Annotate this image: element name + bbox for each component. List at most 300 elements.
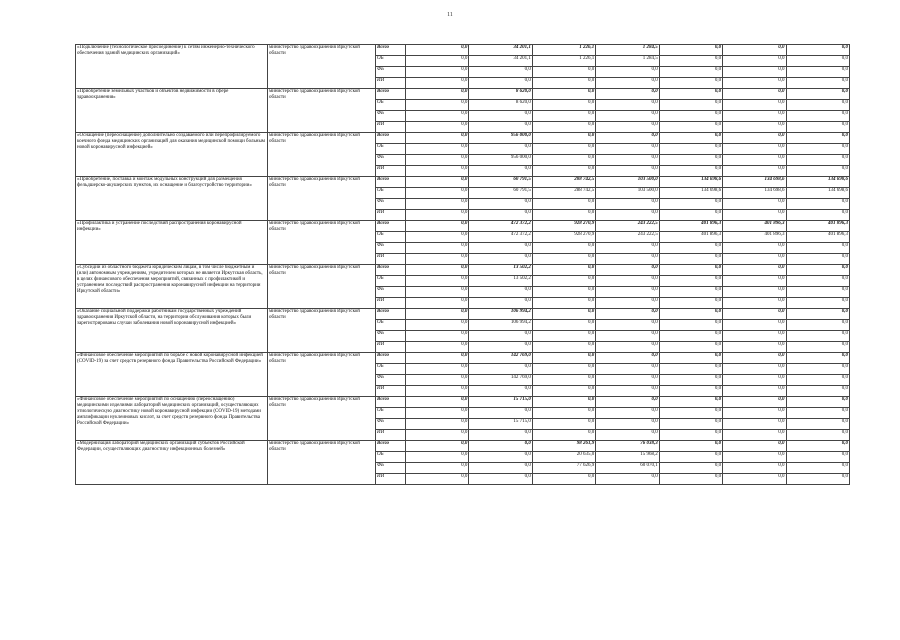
- amount-cell: 0,0: [596, 133, 659, 144]
- amount-cell: 0,0: [406, 408, 469, 419]
- amount-cell: 60 791,5: [469, 177, 532, 188]
- amount-cell: 0,0: [406, 166, 469, 177]
- amount-cell: 0,0: [469, 287, 532, 298]
- funding-source-cell: ОБ: [376, 56, 406, 67]
- table-row: [76, 221, 850, 232]
- amount-cell: 0,0: [469, 474, 532, 485]
- amount-cell: 0,0: [659, 408, 722, 419]
- amount-cell: 0,0: [659, 199, 722, 210]
- amount-cell: 0,0: [469, 254, 532, 265]
- amount-cell: 60 070,1: [596, 463, 659, 474]
- amount-cell: 0,0: [532, 298, 595, 309]
- amount-cell: 0,0: [723, 386, 786, 397]
- amount-cell: 0,0: [659, 463, 722, 474]
- amount-cell: 0,0: [723, 287, 786, 298]
- amount-cell: 15 968,2: [596, 452, 659, 463]
- amount-cell: 0,0: [532, 331, 595, 342]
- amount-cell: 0,0: [723, 56, 786, 67]
- amount-cell: 0,0: [532, 155, 595, 166]
- amount-cell: 0,0: [786, 452, 849, 463]
- measure-description: «Модернизация лабораторий медицинских организаций субъектов Российской Федерации, осуществляющих диагностику инфекционных болезней»: [76, 441, 268, 485]
- funding-source-cell: Всего: [376, 441, 406, 452]
- amount-cell: 0,0: [786, 298, 849, 309]
- amount-cell: 0,0: [406, 276, 469, 287]
- amount-cell: 0,0: [659, 452, 722, 463]
- amount-cell: 0,0: [469, 166, 532, 177]
- amount-cell: 0,0: [786, 111, 849, 122]
- amount-cell: 0,0: [406, 177, 469, 188]
- amount-cell: 0,0: [406, 56, 469, 67]
- amount-cell: 0,0: [723, 452, 786, 463]
- amount-cell: 0,0: [406, 100, 469, 111]
- amount-cell: 15 715,0: [469, 419, 532, 430]
- table-row: [76, 353, 850, 364]
- amount-cell: 0,0: [406, 265, 469, 276]
- funding-source-cell: ИИ: [376, 78, 406, 89]
- amount-cell: 0,0: [786, 89, 849, 100]
- amount-cell: 0,0: [723, 276, 786, 287]
- amount-cell: 0,0: [786, 342, 849, 353]
- amount-cell: 0,0: [786, 199, 849, 210]
- amount-cell: 0,0: [659, 111, 722, 122]
- amount-cell: 0,0: [786, 155, 849, 166]
- amount-cell: 0,0: [723, 155, 786, 166]
- amount-cell: 0,0: [723, 430, 786, 441]
- amount-cell: 0,0: [532, 419, 595, 430]
- executor-cell: министерство здравоохранения Иркутской области: [268, 177, 376, 221]
- amount-cell: 0,0: [786, 254, 849, 265]
- executor-cell: министерство здравоохранения Иркутской области: [268, 441, 376, 485]
- amount-cell: 0,0: [406, 441, 469, 452]
- amount-cell: 0,0: [406, 331, 469, 342]
- funding-source-cell: ОБ: [376, 232, 406, 243]
- amount-cell: 0,0: [723, 67, 786, 78]
- amount-cell: 0,0: [596, 408, 659, 419]
- executor-cell: министерство здравоохранения Иркутской области: [268, 133, 376, 177]
- amount-cell: 1 284,5: [596, 56, 659, 67]
- amount-cell: 0,0: [723, 309, 786, 320]
- amount-cell: 0,0: [596, 155, 659, 166]
- amount-cell: 0,0: [723, 353, 786, 364]
- amount-cell: 0,0: [532, 265, 595, 276]
- amount-cell: 0,0: [532, 397, 595, 408]
- measure-description: «Финансовое обеспечение мероприятий по борьбе с новой коронавирусной инфекцией (COVID-19) за счет средств резервного фонда Правительства Российской Федерации»: [76, 353, 268, 397]
- amount-cell: 34 201,1: [469, 45, 532, 56]
- amount-cell: 0,0: [723, 111, 786, 122]
- amount-cell: 0,0: [406, 221, 469, 232]
- amount-cell: 401 896,3: [659, 232, 722, 243]
- amount-cell: 0,0: [406, 452, 469, 463]
- amount-cell: 0,0: [723, 100, 786, 111]
- amount-cell: 0,0: [532, 375, 595, 386]
- funding-source-cell: Всего: [376, 397, 406, 408]
- amount-cell: 0,0: [406, 474, 469, 485]
- amount-cell: 0,0: [723, 45, 786, 56]
- funding-source-cell: ИИ: [376, 254, 406, 265]
- amount-cell: 401 896,3: [786, 232, 849, 243]
- amount-cell: 0,0: [659, 331, 722, 342]
- amount-cell: 0,0: [723, 243, 786, 254]
- amount-cell: 0,0: [723, 166, 786, 177]
- amount-cell: 134 698,6: [659, 188, 722, 199]
- amount-cell: 0,0: [659, 287, 722, 298]
- amount-cell: 0,0: [786, 144, 849, 155]
- executor-cell: министерство здравоохранения Иркутской области: [268, 89, 376, 133]
- amount-cell: 0,0: [659, 78, 722, 89]
- amount-cell: 0,0: [532, 133, 595, 144]
- amount-cell: 0,0: [659, 166, 722, 177]
- amount-cell: 0,0: [659, 265, 722, 276]
- amount-cell: 0,0: [532, 78, 595, 89]
- amount-cell: 0,0: [786, 309, 849, 320]
- amount-cell: 0,0: [659, 133, 722, 144]
- amount-cell: 472 372,2: [469, 232, 532, 243]
- amount-cell: 0,0: [786, 56, 849, 67]
- amount-cell: 401 896,3: [659, 221, 722, 232]
- amount-cell: 0,0: [532, 254, 595, 265]
- amount-cell: 0,0: [596, 100, 659, 111]
- amount-cell: 0,0: [532, 474, 595, 485]
- amount-cell: 0,0: [659, 353, 722, 364]
- amount-cell: 0,0: [406, 463, 469, 474]
- funding-source-cell: ФБ: [376, 463, 406, 474]
- amount-cell: 0,0: [532, 386, 595, 397]
- funding-source-cell: ИИ: [376, 298, 406, 309]
- funding-source-cell: ОБ: [376, 364, 406, 375]
- amount-cell: 0,0: [659, 320, 722, 331]
- amount-cell: 0,0: [406, 155, 469, 166]
- amount-cell: 0,0: [786, 265, 849, 276]
- funding-source-cell: ИИ: [376, 342, 406, 353]
- amount-cell: 0,0: [406, 122, 469, 133]
- amount-cell: 0,0: [469, 430, 532, 441]
- amount-cell: 0,0: [532, 100, 595, 111]
- amount-cell: 0,0: [659, 474, 722, 485]
- amount-cell: 0,0: [596, 419, 659, 430]
- amount-cell: 0,0: [659, 100, 722, 111]
- amount-cell: 0,0: [532, 243, 595, 254]
- funding-source-cell: ОБ: [376, 408, 406, 419]
- funding-source-cell: Всего: [376, 221, 406, 232]
- funding-source-cell: Всего: [376, 265, 406, 276]
- amount-cell: 0,0: [406, 210, 469, 221]
- amount-cell: 0,0: [406, 67, 469, 78]
- funding-source-cell: Всего: [376, 45, 406, 56]
- measure-description: «Оснащение (переоснащение) дополнительно создаваемого или перепрофилируемого коечного фонда медицинских организаций для оказания медицинской помощи больным новой коронавирусной инфекцией»: [76, 133, 268, 177]
- amount-cell: 0,0: [786, 364, 849, 375]
- amount-cell: 401 896,3: [723, 232, 786, 243]
- amount-cell: 0,0: [786, 210, 849, 221]
- amount-cell: 0,0: [659, 397, 722, 408]
- amount-cell: 0,0: [469, 243, 532, 254]
- amount-cell: 0,0: [786, 397, 849, 408]
- funding-source-cell: Всего: [376, 353, 406, 364]
- amount-cell: 0,0: [786, 122, 849, 133]
- amount-cell: 15 715,0: [469, 397, 532, 408]
- amount-cell: 0,0: [532, 353, 595, 364]
- amount-cell: 0,0: [723, 408, 786, 419]
- amount-cell: 1 284,5: [596, 45, 659, 56]
- funding-source-cell: ФБ: [376, 155, 406, 166]
- amount-cell: 0,0: [659, 254, 722, 265]
- amount-cell: 0,0: [469, 111, 532, 122]
- amount-cell: 0,0: [469, 463, 532, 474]
- funding-source-cell: ОБ: [376, 144, 406, 155]
- amount-cell: 0,0: [406, 188, 469, 199]
- measure-description: «Профилактика и устранение последствий распространения коронавирусной инфекции»: [76, 221, 268, 265]
- funding-source-cell: Всего: [376, 89, 406, 100]
- amount-cell: 401 896,3: [786, 221, 849, 232]
- amount-cell: 0,0: [723, 419, 786, 430]
- amount-cell: 0,0: [596, 298, 659, 309]
- amount-cell: 0,0: [786, 430, 849, 441]
- amount-cell: 0,0: [469, 441, 532, 452]
- amount-cell: 0,0: [406, 364, 469, 375]
- amount-cell: 0,0: [469, 331, 532, 342]
- amount-cell: 8 620,0: [469, 100, 532, 111]
- measure-description: «Подключение (технологическое присоединение) к сетям инженерно-технического обеспечения зданий медицинских организаций»: [76, 45, 268, 89]
- funding-source-cell: ФБ: [376, 375, 406, 386]
- amount-cell: 472 372,2: [469, 221, 532, 232]
- executor-cell: министерство здравоохранения Иркутской области: [268, 45, 376, 89]
- amount-cell: 0,0: [596, 89, 659, 100]
- amount-cell: 0,0: [659, 441, 722, 452]
- amount-cell: 956 000,0: [469, 155, 532, 166]
- funding-source-cell: Всего: [376, 177, 406, 188]
- funding-source-cell: ОБ: [376, 276, 406, 287]
- executor-cell: министерство здравоохранения Иркутской области: [268, 397, 376, 441]
- amount-cell: 0,0: [469, 452, 532, 463]
- amount-cell: 13 502,2: [469, 265, 532, 276]
- amount-cell: 0,0: [723, 133, 786, 144]
- amount-cell: 134 698,6: [659, 177, 722, 188]
- amount-cell: 0,0: [469, 199, 532, 210]
- funding-source-cell: ОБ: [376, 100, 406, 111]
- amount-cell: 0,0: [596, 144, 659, 155]
- amount-cell: 0,0: [406, 342, 469, 353]
- amount-cell: 98 261,9: [532, 441, 595, 452]
- amount-cell: 0,0: [532, 199, 595, 210]
- amount-cell: 0,0: [786, 287, 849, 298]
- table-row: [76, 441, 850, 452]
- amount-cell: 0,0: [723, 78, 786, 89]
- amount-cell: 0,0: [723, 364, 786, 375]
- amount-cell: 0,0: [406, 133, 469, 144]
- amount-cell: 0,0: [723, 397, 786, 408]
- amount-cell: 106 994,2: [469, 320, 532, 331]
- table-row: [76, 133, 850, 144]
- amount-cell: 0,0: [786, 67, 849, 78]
- amount-cell: 0,0: [786, 474, 849, 485]
- amount-cell: 0,0: [723, 474, 786, 485]
- measure-description: «Оказание социальной поддержки работникам государственных учреждений здравоохранения Иркутской области, на территории обслуживания которых были зарегистрированы случаи заболевания новой коронавирусной инфекцией»: [76, 309, 268, 353]
- amount-cell: 0,0: [406, 254, 469, 265]
- amount-cell: 928 270,9: [532, 232, 595, 243]
- amount-cell: 13 502,2: [469, 276, 532, 287]
- amount-cell: 0,0: [406, 89, 469, 100]
- amount-cell: 0,0: [532, 210, 595, 221]
- measure-description: «Финансовое обеспечение мероприятий по оснащению (переоснащению) медицинскими изделиями лабораторий медицинских организаций, осуществляющих этиологическую диагностику новой коронавирусной инфекции (COVID-19) методами амплификации нуклеиновых кислот, за счет средств резервного фонда Правительства Российской Федерации»: [76, 397, 268, 441]
- table-row: [76, 177, 850, 188]
- funding-source-cell: ИИ: [376, 430, 406, 441]
- amount-cell: 0,0: [786, 100, 849, 111]
- amount-cell: 0,0: [786, 463, 849, 474]
- amount-cell: 0,0: [596, 78, 659, 89]
- amount-cell: 0,0: [596, 386, 659, 397]
- funding-source-cell: Всего: [376, 309, 406, 320]
- amount-cell: 288 742,5: [532, 177, 595, 188]
- amount-cell: 0,0: [723, 254, 786, 265]
- amount-cell: 0,0: [469, 122, 532, 133]
- amount-cell: 0,0: [532, 166, 595, 177]
- amount-cell: 76 038,3: [596, 441, 659, 452]
- amount-cell: 0,0: [406, 397, 469, 408]
- amount-cell: 0,0: [406, 111, 469, 122]
- amount-cell: 0,0: [596, 364, 659, 375]
- amount-cell: 0,0: [723, 441, 786, 452]
- amount-cell: 0,0: [532, 364, 595, 375]
- amount-cell: 928 270,9: [532, 221, 595, 232]
- executor-cell: министерство здравоохранения Иркутской области: [268, 265, 376, 309]
- page-number: 11: [447, 12, 453, 18]
- amount-cell: 0,0: [406, 45, 469, 56]
- funding-source-cell: ИИ: [376, 166, 406, 177]
- amount-cell: 0,0: [532, 276, 595, 287]
- amount-cell: 0,0: [723, 265, 786, 276]
- amount-cell: 0,0: [659, 67, 722, 78]
- amount-cell: 0,0: [659, 386, 722, 397]
- amount-cell: 0,0: [596, 265, 659, 276]
- amount-cell: 0,0: [786, 320, 849, 331]
- amount-cell: 0,0: [723, 375, 786, 386]
- amount-cell: 0,0: [786, 276, 849, 287]
- amount-cell: 0,0: [723, 210, 786, 221]
- amount-cell: 0,0: [469, 210, 532, 221]
- amount-cell: 0,0: [532, 144, 595, 155]
- amount-cell: 0,0: [786, 78, 849, 89]
- amount-cell: 0,0: [786, 45, 849, 56]
- amount-cell: 103 500,0: [596, 177, 659, 188]
- amount-cell: 0,0: [406, 287, 469, 298]
- amount-cell: 0,0: [723, 320, 786, 331]
- amount-cell: 0,0: [723, 89, 786, 100]
- amount-cell: 0,0: [659, 155, 722, 166]
- funding-source-cell: ФБ: [376, 331, 406, 342]
- amount-cell: 0,0: [596, 397, 659, 408]
- amount-cell: 0,0: [596, 276, 659, 287]
- amount-cell: 0,0: [659, 243, 722, 254]
- funding-source-cell: ФБ: [376, 111, 406, 122]
- amount-cell: 0,0: [406, 232, 469, 243]
- amount-cell: 0,0: [406, 320, 469, 331]
- amount-cell: 34 201,1: [469, 56, 532, 67]
- amount-cell: 0,0: [786, 353, 849, 364]
- executor-cell: министерство здравоохранения Иркутской области: [268, 221, 376, 265]
- amount-cell: 0,0: [406, 419, 469, 430]
- funding-source-cell: ОБ: [376, 452, 406, 463]
- amount-cell: 0,0: [659, 89, 722, 100]
- amount-cell: 134 698,6: [723, 177, 786, 188]
- amount-cell: 0,0: [469, 144, 532, 155]
- amount-cell: 0,0: [786, 386, 849, 397]
- amount-cell: 0,0: [723, 144, 786, 155]
- amount-cell: 106 994,2: [469, 309, 532, 320]
- amount-cell: 243 222,5: [596, 232, 659, 243]
- amount-cell: 0,0: [532, 287, 595, 298]
- funding-source-cell: ИИ: [376, 474, 406, 485]
- amount-cell: 0,0: [786, 166, 849, 177]
- amount-cell: 0,0: [659, 375, 722, 386]
- amount-cell: 0,0: [532, 67, 595, 78]
- amount-cell: 0,0: [786, 419, 849, 430]
- executor-cell: министерство здравоохранения Иркутской области: [268, 353, 376, 397]
- amount-cell: 142 769,0: [469, 375, 532, 386]
- amount-cell: 0,0: [406, 353, 469, 364]
- amount-cell: 243 222,5: [596, 221, 659, 232]
- amount-cell: 0,0: [659, 309, 722, 320]
- table-row: [76, 397, 850, 408]
- funding-source-cell: ФБ: [376, 419, 406, 430]
- amount-cell: 0,0: [596, 309, 659, 320]
- measure-description: «Приобретение, поставка и монтаж модульных конструкций для размещения фельдшерско-акушерских пунктов, их оснащение и благоустройство территории»: [76, 177, 268, 221]
- amount-cell: 0,0: [406, 375, 469, 386]
- funding-source-cell: ОБ: [376, 188, 406, 199]
- amount-cell: 0,0: [659, 430, 722, 441]
- amount-cell: 20 635,0: [532, 452, 595, 463]
- table-row: [76, 265, 850, 276]
- amount-cell: 0,0: [532, 122, 595, 133]
- amount-cell: 0,0: [659, 56, 722, 67]
- amount-cell: 0,0: [532, 342, 595, 353]
- amount-cell: 0,0: [723, 122, 786, 133]
- amount-cell: 0,0: [532, 430, 595, 441]
- funding-source-cell: ИИ: [376, 386, 406, 397]
- amount-cell: 0,0: [659, 298, 722, 309]
- amount-cell: 0,0: [469, 408, 532, 419]
- amount-cell: 0,0: [532, 408, 595, 419]
- amount-cell: 0,0: [659, 419, 722, 430]
- funding-source-cell: ИИ: [376, 210, 406, 221]
- table-row: [76, 45, 850, 56]
- measure-description: «Субсидии из областного бюджета юридическим лицам, в том числе бюджетным и (или) автономным учреждениям, учредителем которых не является Иркутская область, в целях финансового обеспечения мероприятий, связанных с профилактикой и устранением последствий распространения коронавирусной инфекции на территории Иркутской области»: [76, 265, 268, 309]
- budget-table: [75, 44, 850, 485]
- amount-cell: 0,0: [596, 210, 659, 221]
- funding-source-cell: ФБ: [376, 67, 406, 78]
- amount-cell: 0,0: [596, 320, 659, 331]
- amount-cell: 0,0: [406, 199, 469, 210]
- amount-cell: 0,0: [786, 408, 849, 419]
- amount-cell: 0,0: [786, 331, 849, 342]
- amount-cell: 0,0: [659, 364, 722, 375]
- amount-cell: 0,0: [596, 199, 659, 210]
- amount-cell: 0,0: [659, 122, 722, 133]
- amount-cell: 0,0: [723, 199, 786, 210]
- amount-cell: 401 896,3: [723, 221, 786, 232]
- amount-cell: 0,0: [659, 144, 722, 155]
- amount-cell: 0,0: [659, 45, 722, 56]
- table-row: [76, 89, 850, 100]
- executor-cell: министерство здравоохранения Иркутской области: [268, 309, 376, 353]
- funding-source-cell: ФБ: [376, 199, 406, 210]
- amount-cell: 0,0: [786, 375, 849, 386]
- amount-cell: 77 626,9: [532, 463, 595, 474]
- amount-cell: 0,0: [659, 276, 722, 287]
- amount-cell: 0,0: [596, 430, 659, 441]
- amount-cell: 0,0: [532, 320, 595, 331]
- amount-cell: 0,0: [406, 298, 469, 309]
- amount-cell: 0,0: [659, 342, 722, 353]
- amount-cell: 0,0: [596, 474, 659, 485]
